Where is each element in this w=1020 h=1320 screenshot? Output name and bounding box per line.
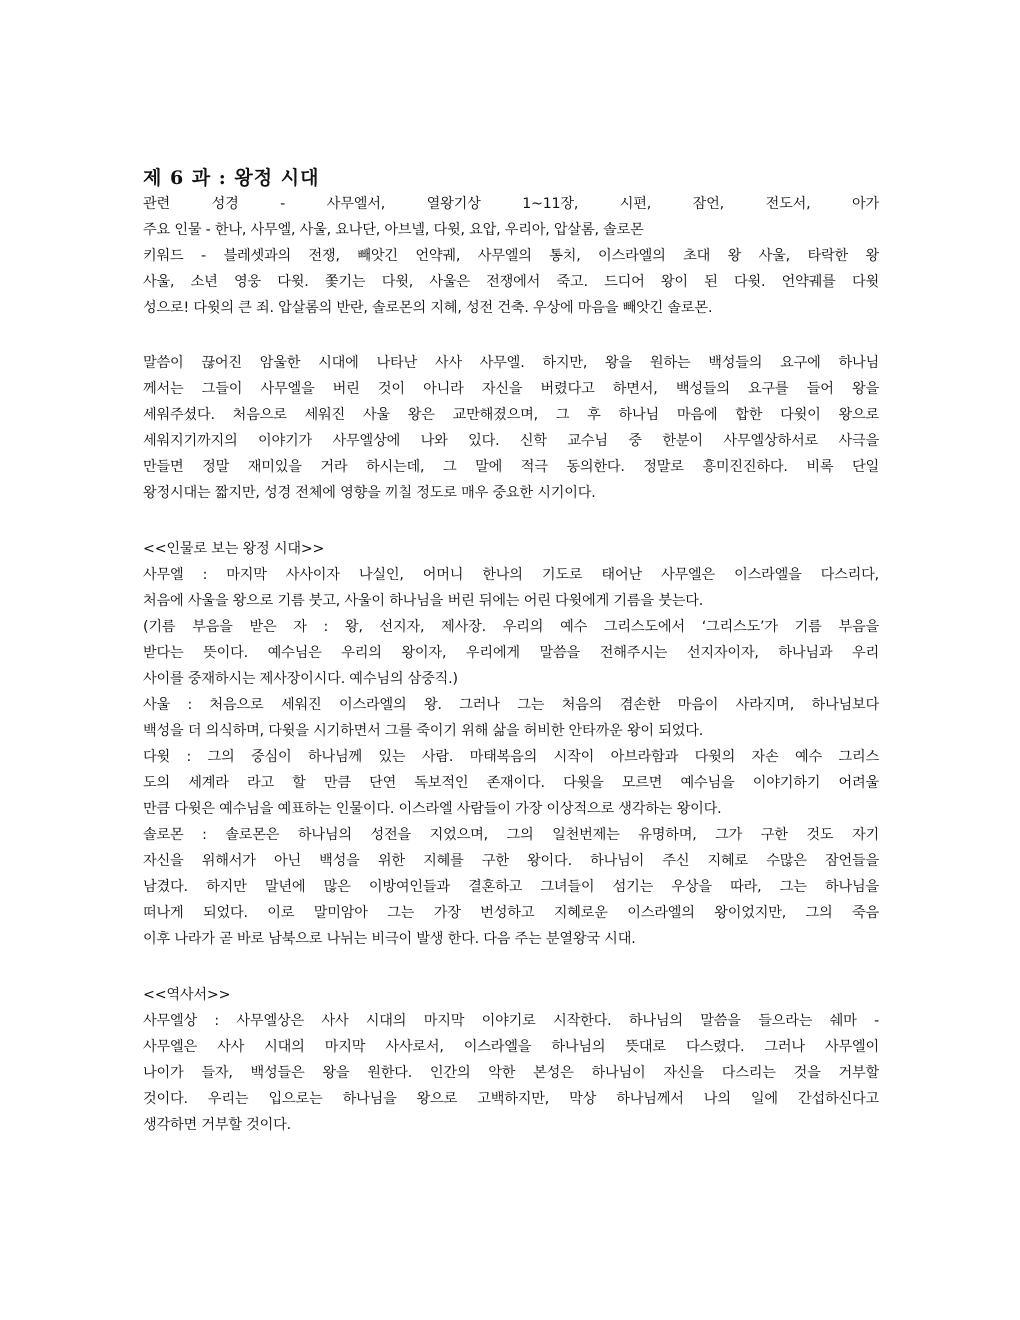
intro-line: 께서는 그들이 사무엘을 버린 것이 아니라 자신을 버렸다고 하면서, 백성들의 요구를 들어 왕을 bbox=[143, 381, 879, 397]
section-heading-people: <<인물로 보는 왕정 시대>> bbox=[143, 541, 325, 557]
characters-line: 주요 인물 - 한나, 사무엘, 사울, 요나단, 아브넬, 다윗, 요압, 우리아, 압살롬, 솔로몬 bbox=[143, 222, 644, 238]
people-line: 처음에 사울을 왕으로 기름 붓고, 사울이 하나님을 버린 뒤에는 어린 다윗에게 기름을 붓는다. bbox=[143, 593, 704, 609]
people-line: 다윗 : 그의 중심이 하나님께 있는 사람. 마태복음의 시작이 아브라함과 다윗의 자손 예수 그리스 bbox=[143, 749, 879, 765]
people-line: 떠나게 되었다. 이로 말미암아 그는 가장 번성하고 지혜로운 이스라엘의 왕이었지만, 그의 죽음 bbox=[143, 905, 879, 921]
people-line: 사이를 중재하시는 제사장이시다. 예수님의 삼중직.) bbox=[143, 671, 458, 687]
people-line: 사울 : 처음으로 세워진 이스라엘의 왕. 그러나 그는 처음의 겸손한 마음이 사라지며, 하나님보다 bbox=[143, 697, 879, 713]
section-heading-history: <<역사서>> bbox=[143, 987, 231, 1003]
people-line: 받다는 뜻이다. 예수님은 우리의 왕이자, 우리에게 말씀을 전해주시는 선지자이자, 하나님과 우리 bbox=[143, 645, 879, 661]
keywords-line: 성으로! 다윗의 큰 죄. 압살롬의 반란, 솔로몬의 지혜, 성전 건축. 우상에 마음을 빼앗긴 솔로몬. bbox=[143, 300, 713, 316]
people-line: (기름 부음을 받은 자 : 왕, 선지자, 제사장. 우리의 예수 그리스도에서 ‘그리스도’가 기름 부음을 bbox=[143, 619, 879, 635]
people-line: 이후 나라가 곧 바로 남북으로 나뉘는 비극이 발생 한다. 다음 주는 분열왕국 시대. bbox=[143, 931, 636, 947]
intro-line: 만들면 정말 재미있을 거라 하시는데, 그 말에 적극 동의한다. 정말로 흥미진진하다. 비록 단일 bbox=[143, 459, 879, 475]
scripture-line: 관련 성경 - 사무엘서, 열왕기상 1~11장, 시편, 잠언, 전도서, 아가 bbox=[143, 196, 879, 212]
history-line: 나이가 들자, 백성들은 왕을 원한다. 인간의 악한 본성은 하나님이 자신을 다스리는 것을 거부할 bbox=[143, 1065, 879, 1081]
intro-line: 말씀이 끊어진 암울한 시대에 나타난 사사 사무엘. 하지만, 왕을 원하는 백성들의 요구에 하나님 bbox=[143, 355, 879, 371]
intro-line: 왕정시대는 짧지만, 성경 전체에 영향을 끼칠 정도로 매우 중요한 시기이다. bbox=[143, 485, 596, 501]
people-line: 사무엘 : 마지막 사사이자 나실인, 어머니 한나의 기도로 태어난 사무엘은 이스라엘을 다스리다, bbox=[143, 567, 879, 583]
intro-line: 세워주셨다. 처음으로 세워진 사울 왕은 교만해졌으며, 그 후 하나님 마음에 합한 다윗이 왕으로 bbox=[143, 407, 879, 423]
keywords-line: 키워드 - 블레셋과의 전쟁, 빼앗긴 언약궤, 사무엘의 통치, 이스라엘의 초대 왕 사울, 타락한 왕 bbox=[143, 248, 879, 264]
people-line: 자신을 위해서가 아닌 백성을 위한 지혜를 구한 왕이다. 하나님이 주신 지혜로 수많은 잠언들을 bbox=[143, 853, 879, 869]
keywords-line: 사울, 소년 영웅 다윗. 쫓기는 다윗, 사울은 전쟁에서 죽고. 드디어 왕이 된 다윗. 언약궤를 다윗 bbox=[143, 274, 879, 290]
history-line: 것이다. 우리는 입으로는 하나님을 왕으로 고백하지만, 막상 하나님께서 나의 일에 간섭하신다고 bbox=[143, 1091, 879, 1107]
history-line: 사무엘상 : 사무엘상은 사사 시대의 마지막 이야기로 시작한다. 하나님의 말씀을 들으라는 쉐마 - bbox=[143, 1013, 879, 1029]
page-title: 제 6 과 : 왕정 시대 bbox=[143, 167, 320, 189]
people-line: 도의 세계라 라고 할 만큼 단연 독보적인 존재이다. 다윗을 모르면 예수님을 이야기하기 어려울 bbox=[143, 775, 879, 791]
history-line: 사무엘은 사사 시대의 마지막 사사로서, 이스라엘을 하나님의 뜻대로 다스렸다. 그러나 사무엘이 bbox=[143, 1039, 879, 1055]
people-line: 백성을 더 의식하며, 다윗을 시기하면서 그를 죽이기 위해 삶을 허비한 안타까운 왕이 되었다. bbox=[143, 723, 704, 739]
intro-line: 세워지기까지의 이야기가 사무엘상에 나와 있다. 신학 교수님 중 한분이 사무엘상하서로 사극을 bbox=[143, 433, 879, 449]
people-line: 남겼다. 하지만 말년에 많은 이방여인들과 결혼하고 그녀들이 섬기는 우상을 따라, 그는 하나님을 bbox=[143, 879, 879, 895]
people-line: 만큼 다윗은 예수님을 예표하는 인물이다. 이스라엘 사람들이 가장 이상적으로 생각하는 왕이다. bbox=[143, 801, 722, 817]
people-line: 솔로몬 : 솔로몬은 하나님의 성전을 지었으며, 그의 일천번제는 유명하며, 그가 구한 것도 자기 bbox=[143, 827, 879, 843]
history-line: 생각하면 거부할 것이다. bbox=[143, 1117, 291, 1133]
